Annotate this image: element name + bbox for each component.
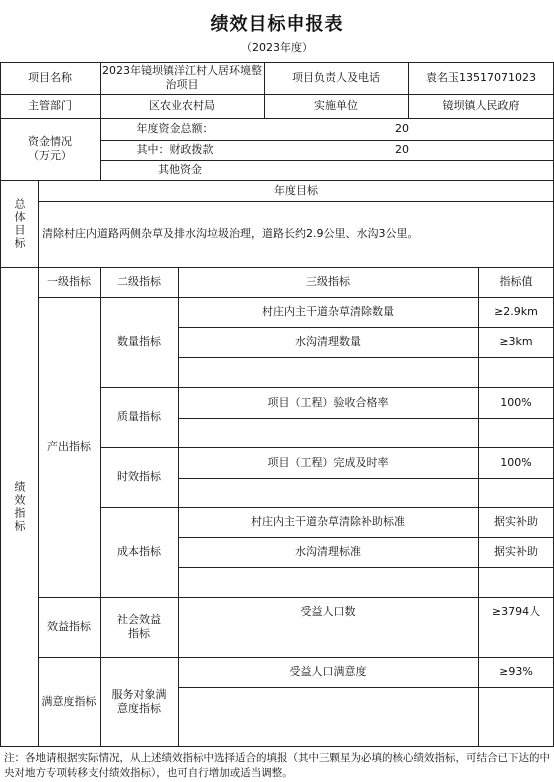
indicator-value: 100% <box>500 395 532 409</box>
indicator-value <box>478 478 554 507</box>
indicator-value <box>478 418 554 447</box>
form-year: （2023年度） <box>241 41 313 54</box>
annual-target-text: 清除村庄内道路两侧杂草及排水沟垃圾治理，道路长约2.9公里、水沟3公里。 <box>42 227 419 240</box>
indicator-name: 水沟清理标准 <box>295 545 361 558</box>
indicator-name <box>178 357 478 387</box>
indicator-name: 村庄内主干道杂草清除补助标准 <box>251 515 405 528</box>
indicator-value: ≥93% <box>499 665 533 678</box>
project-name-value: 2023年镜坝镇洋江村人居环境整治项目 <box>102 64 262 91</box>
dept-value: 区农业农村局 <box>149 99 215 112</box>
level2-header: 二级指标 <box>117 275 161 288</box>
indicator-name: 项目（工程）完成及时率 <box>267 455 389 469</box>
service-satisfaction-label: 服务对象满意度指标 <box>111 687 167 715</box>
indicator-value: 据实补助 <box>494 515 538 528</box>
indicator-value: 据实补助 <box>494 545 538 558</box>
output-indicator-label: 产出指标 <box>47 440 91 453</box>
perf-indicators-label: 绩效指标 <box>13 480 26 533</box>
indicator-value <box>478 567 554 597</box>
indicator-value <box>478 357 554 387</box>
social-benefit-label: 社会效益指标 <box>117 613 161 640</box>
funds-total-value: 20 <box>395 122 409 135</box>
indicator-name <box>178 687 478 717</box>
funds-label: 资金情况 （万元） <box>28 135 72 162</box>
indicator-name: 村庄内主干道杂草清除数量 <box>262 305 394 318</box>
annual-target-header: 年度目标 <box>274 183 318 197</box>
indicator-value: 100% <box>500 455 532 469</box>
indicator-value <box>478 687 554 717</box>
dept-label: 主管部门 <box>28 99 72 112</box>
project-name-label: 项目名称 <box>28 71 72 84</box>
funds-other-label: 其他资金 <box>158 163 202 176</box>
benefit-indicator-label: 效益指标 <box>47 620 91 633</box>
indicator-name: 受益人口数 <box>300 605 356 618</box>
form-title: 绩效目标申报表 <box>210 14 344 35</box>
indicator-name <box>178 567 478 597</box>
impl-unit-label: 实施单位 <box>314 99 358 112</box>
quantity-indicator-label: 数量指标 <box>117 335 161 348</box>
overall-target-label: 总体目标 <box>13 197 26 250</box>
indicator-name: 受益人口满意度 <box>289 665 367 678</box>
cost-indicator-label: 成本指标 <box>117 545 161 558</box>
indicator-name: 项目（工程）验收合格率 <box>267 395 389 409</box>
funds-other-value <box>260 160 554 180</box>
quality-indicator-label: 质量指标 <box>117 410 161 423</box>
impl-unit-value: 镜坝镇人民政府 <box>442 99 520 112</box>
satisfaction-indicator-label: 满意度指标 <box>41 694 97 708</box>
indicator-value: ≥3794人 <box>491 605 541 618</box>
level3-header: 三级指标 <box>306 275 350 288</box>
funds-fiscal-label: 其中：财政拨款 <box>136 143 214 156</box>
indicator-value: ≥2.9km <box>494 305 538 318</box>
level1-header: 一级指标 <box>47 275 91 288</box>
funds-total-label: 年度资金总额： <box>136 122 214 135</box>
indicator-value: ≥3km <box>499 335 533 348</box>
time-indicator-label: 时效指标 <box>117 470 161 483</box>
footnote: 注：各地请根据实际情况，从上述绩效指标中选择适合的填报（其中三颗星为必填的核心绩效指标，可结合已下达的中央对地方专项转移支付绩效指标），也可自行增加或适当调整。 <box>4 752 550 779</box>
project-owner-label: 项目负责人及电话 <box>292 71 380 84</box>
indicator-name: 水沟清理数量 <box>295 335 361 348</box>
project-owner-value: 袁名玉13517071023 <box>426 71 536 84</box>
indicator-name <box>178 418 478 447</box>
funds-fiscal-value: 20 <box>395 143 409 156</box>
indicator-name <box>178 478 478 507</box>
value-header: 指标值 <box>499 275 533 288</box>
